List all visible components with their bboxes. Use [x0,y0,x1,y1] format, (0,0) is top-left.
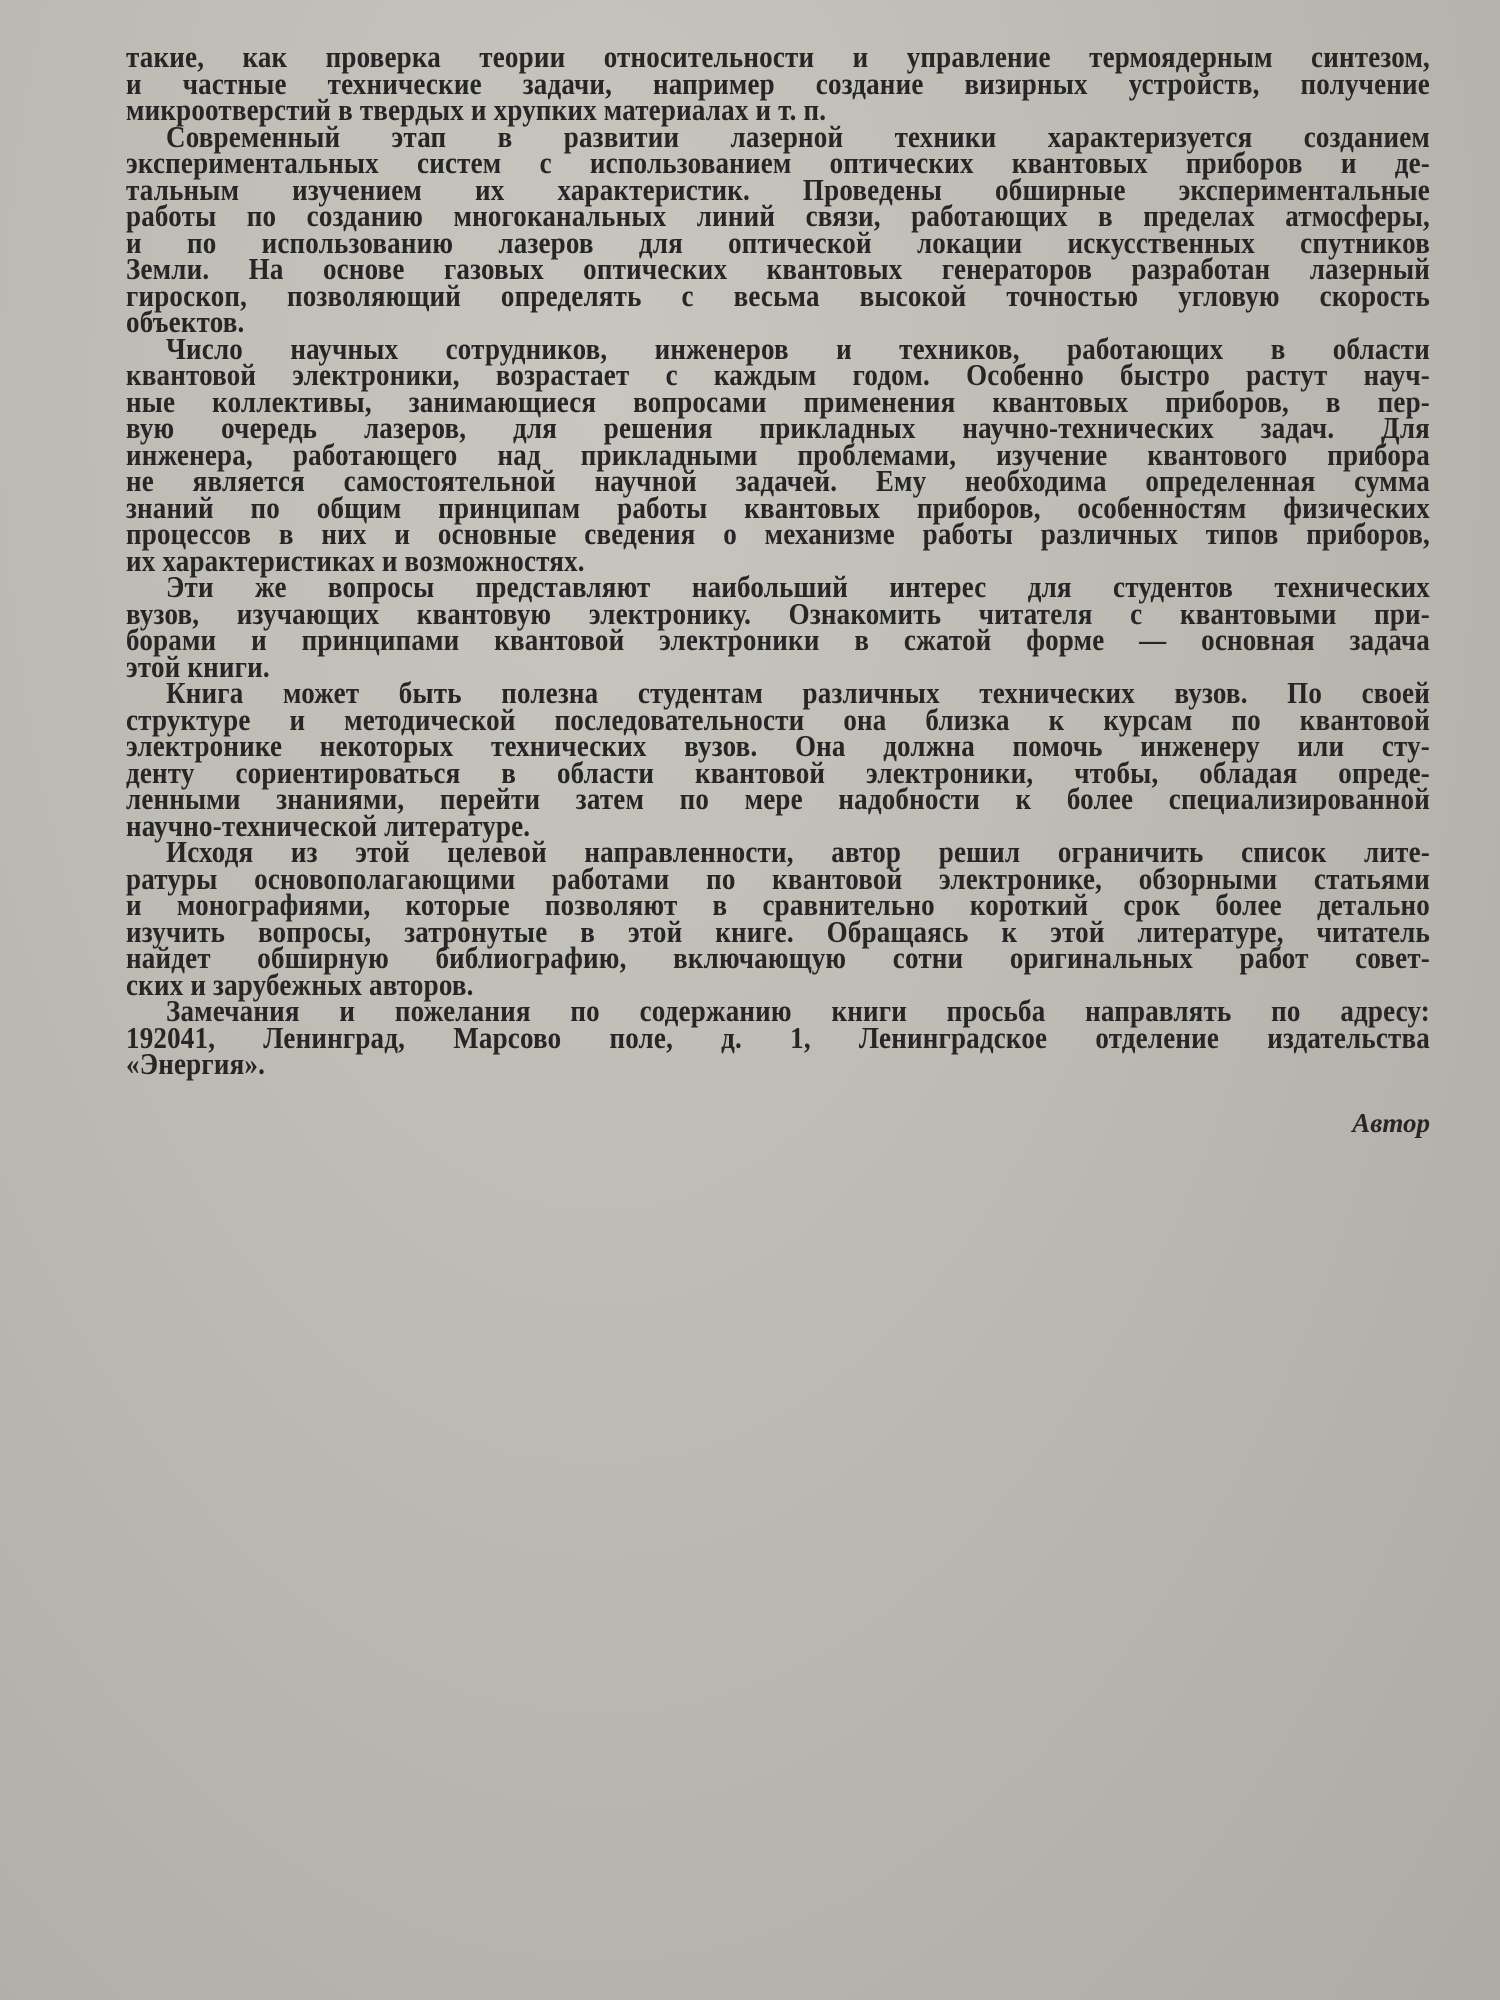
text-line: 192041, Ленинград, Марсово поле, д. 1, Ленинградское отделение издательства [126,1020,1430,1055]
text-line: их характеристиках и возможностях. [126,543,585,578]
text-line: структуре и методической последовательности она близка к курсам по квантовой [126,702,1430,737]
text-line: вузов, изучающих квантовую электронику. Ознакомить читателя с квантовыми при- [126,596,1430,631]
text-line: квантовой электроники, возрастает с каждым годом. Особенно быстро растут науч- [126,358,1430,392]
text-line: Число научных сотрудников, инженеров и техников, работающих в области [166,331,1430,366]
author-signature: Автор [1352,1108,1430,1138]
text-line: Исходя из этой целевой направленности, автор решил ограничить список лите- [166,835,1430,869]
text-line: и частные технические задачи, например создание визирных устройств, получение [126,66,1430,101]
text-line: денту сориентироваться в области квантовой электроники, чтобы, обладая опреде- [126,755,1430,790]
text-line: вую очередь лазеров, для решения прикладных научно-технических задач. Для [126,411,1430,445]
text-line: процессов в них и основные сведения о механизме работы различных типов приборов, [126,517,1430,551]
text-line: гироскоп, позволяющий определять с весьма высокой точностью угловую скорость [126,278,1430,313]
text-line: ленными знаниями, перейти затем по мере надобности к более специализированной [126,782,1430,816]
paragraph [126,835,1430,1002]
text-line: Земли. На основе газовых оптических квантовых генераторов разработан лазерный [126,252,1430,286]
text-line: ских и зарубежных авторов. [126,967,474,1002]
text-line: экспериментальных систем с использованием оптических квантовых приборов и де- [126,146,1430,180]
text-line: борами и принципами квантовой электроники в сжатой форме — основная задача [126,623,1430,657]
text-line: работы по созданию многоканальных линий связи, работающих в пределах атмосферы, [126,199,1430,233]
text-line: Замечания и пожелания по содержанию книги просьба направлять по адресу: [166,994,1430,1028]
paragraph [126,994,1430,1081]
paragraph [126,119,1430,339]
text-line: ратуры основополагающими работами по квантовой электронике, обзорными статьями [126,861,1430,896]
text-line: микроотверстий в твердых и хрупких материалах и т. п. [126,93,827,127]
text-line: «Энергия». [126,1047,266,1081]
paragraph [126,676,1430,843]
text-line: инженера, работающего над прикладными проблемами, изучение квантового прибора [126,437,1430,472]
text-line: ные коллективы, занимающиеся вопросами применения квантовых приборов, в пер- [126,384,1430,419]
paragraph [126,40,1430,127]
text-line: этой книги. [126,649,270,684]
text-line: Книга может быть полезна студентам различных технических вузов. По своей [166,676,1430,710]
text-line: знаний по общим принципам работы квантовых приборов, особенностям физических [126,490,1430,525]
text-line: такие, как проверка теории относительности и управление термоядерным синтезом, [126,40,1430,74]
text-line: и монографиями, которые позволяют в сравнительно короткий срок более детально [126,888,1430,922]
text-line: не является самостоятельной научной задачей. Ему необходима определенная сумма [126,464,1430,498]
text-line: Современный этап в развитии лазерной техники характеризуется созданием [166,119,1430,154]
paragraph [126,570,1430,684]
paragraph [126,331,1430,578]
text-line: тальным изучением их характеристик. Проведены обширные экспериментальные [126,172,1430,207]
text-line: научно-технической литературе. [126,808,531,843]
text-line: электронике некоторых технических вузов. Она должна помочь инженеру или сту- [126,729,1430,763]
text-line: изучить вопросы, затронутые в этой книге. Обращаясь к этой литературе, читатель [126,914,1430,949]
text-line: объектов. [126,305,245,339]
page-body-text [126,40,1430,1081]
text-line: Эти же вопросы представляют наибольший интерес для студентов технических [166,570,1430,604]
text-line: найдет обширную библиографию, включающую сотни оригинальных работ совет- [126,941,1430,975]
text-line: и по использованию лазеров для оптической локации искусственных спутников [126,225,1430,260]
